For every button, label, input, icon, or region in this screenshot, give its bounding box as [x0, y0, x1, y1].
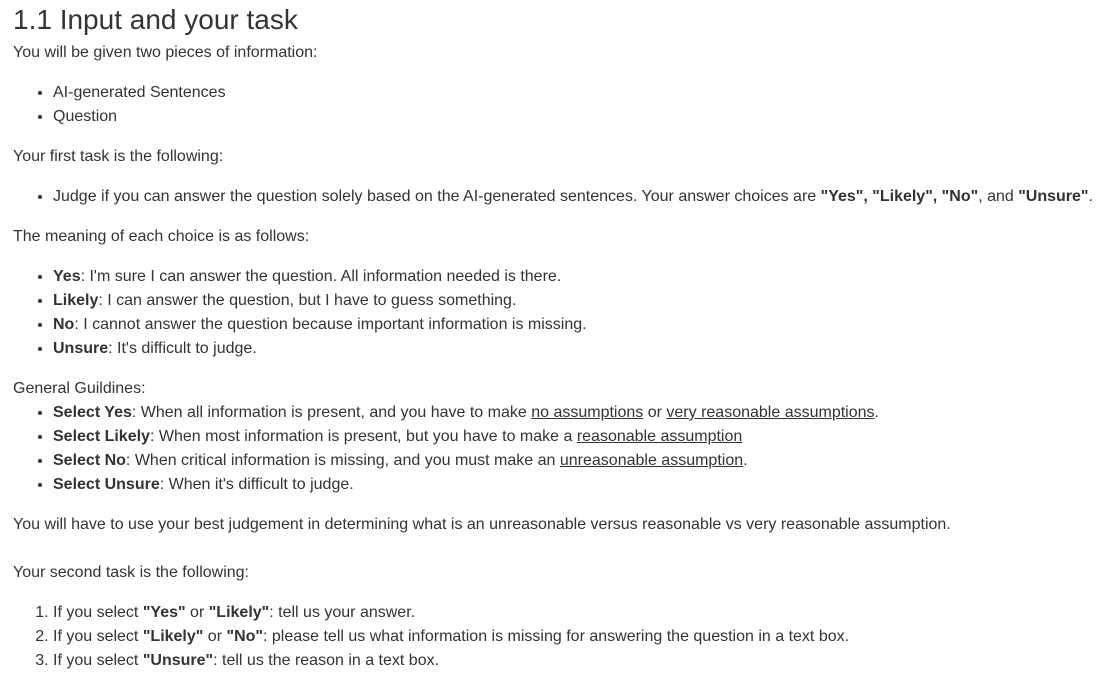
or-text: or [203, 628, 227, 645]
choice-desc: : It's difficult to judge. [108, 340, 257, 357]
second-task-list [13, 601, 1098, 673]
underlined-text: unreasonable assumption [559, 452, 744, 469]
item-text: If you select [53, 652, 143, 669]
choice-desc: : I cannot answer the question because important information is missing. [74, 316, 587, 333]
and-text: , and [978, 188, 1019, 205]
unsure-bold: "Unsure" [1018, 188, 1089, 205]
item-text: : tell us your answer. [269, 604, 416, 621]
list-item [53, 473, 1098, 497]
choice-desc: : I can answer the question, but I have to guess something. [98, 292, 517, 309]
underlined-text: very reasonable assumptions [666, 404, 875, 421]
intro-text: You will be given two pieces of information: [13, 44, 318, 61]
choice-term: Unsure [53, 340, 109, 357]
or-text: or [643, 404, 667, 421]
list-item [53, 425, 1098, 449]
choice-term: No [53, 316, 75, 333]
list-item [53, 401, 1098, 425]
period-text: . [874, 404, 879, 421]
first-task-list [13, 185, 1098, 209]
guideline-desc: : When it's difficult to judge. [159, 476, 354, 493]
or-text: or [185, 604, 209, 621]
meaning-label: The meaning of each choice is as follows: [13, 228, 310, 245]
choice-term: Yes [53, 268, 81, 285]
instructions-section [0, 2, 1098, 673]
choice-term: Likely [53, 292, 99, 309]
bold-choice: "No" [226, 628, 263, 645]
list-item [53, 649, 1098, 673]
guideline-term: Select No [53, 452, 126, 469]
section-heading: 1.1 Input and your task [13, 4, 298, 35]
list-item [53, 625, 1098, 649]
underlined-text: reasonable assumption [576, 428, 743, 445]
meanings-list [13, 265, 1098, 361]
guideline-desc: : When most information is present, but you have to make a [149, 428, 577, 445]
list-item [53, 449, 1098, 473]
list-item [53, 185, 1098, 209]
inputs-list [13, 81, 1098, 129]
period-text: . [1088, 188, 1093, 205]
list-item [53, 313, 1098, 337]
period-text: . [743, 452, 748, 469]
list-item [53, 337, 1098, 361]
item-text: : tell us the reason in a text box. [213, 652, 440, 669]
guidelines-label: General Guildines: [13, 380, 146, 397]
guideline-term: Select Yes [53, 404, 132, 421]
guideline-desc: : When critical information is missing, and you must make an [125, 452, 560, 469]
choices-bold: "Yes", "Likely", "No" [820, 188, 979, 205]
bold-choice: "Yes" [142, 604, 186, 621]
guidelines-list [13, 401, 1098, 497]
first-task-text: Judge if you can answer the question solely based on the AI-generated sentences. Your answer choices are [53, 188, 821, 205]
list-item [53, 265, 1098, 289]
list-item: • AI-generated Sentences [53, 81, 1098, 105]
underlined-text: no assumptions [531, 404, 644, 421]
second-task-label: Your second task is the following: [13, 564, 249, 581]
list-item: • Question [53, 105, 1098, 129]
first-task-label: Your first task is the following: [13, 148, 224, 165]
item-text: If you select [53, 628, 143, 645]
list-item [53, 289, 1098, 313]
item-text: : please tell us what information is missing for answering the question in a text box. [262, 628, 850, 645]
bold-choice: "Unsure" [142, 652, 214, 669]
choice-desc: : I'm sure I can answer the question. All information needed is there. [80, 268, 562, 285]
list-item [53, 601, 1098, 625]
judgement-note: You will have to use your best judgement in determining what is an unreasonable versus reasonable vs very reasonable assumption. [13, 516, 951, 533]
guideline-term: Select Likely [53, 428, 150, 445]
guideline-term: Select Unsure [53, 476, 160, 493]
guideline-desc: : When all information is present, and you have to make [131, 404, 532, 421]
bold-choice: "Likely" [208, 604, 270, 621]
item-text: If you select [53, 604, 143, 621]
bold-choice: "Likely" [142, 628, 204, 645]
